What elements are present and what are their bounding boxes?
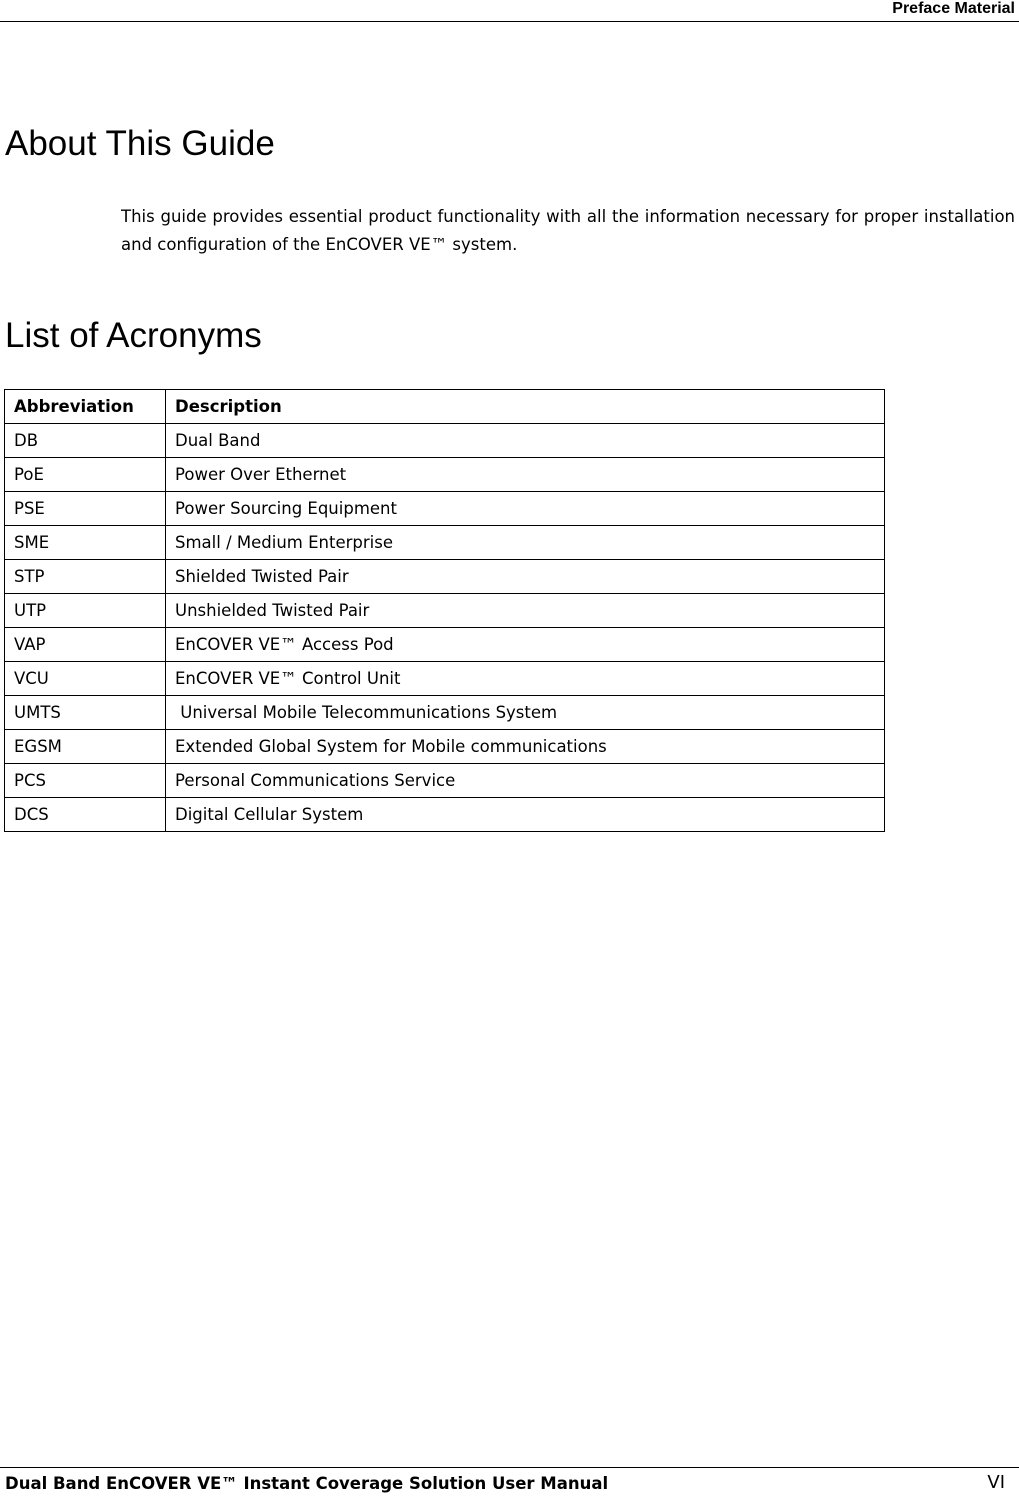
section-title-about: About This Guide (5, 124, 275, 163)
table-row (5, 594, 885, 628)
abbreviation-cell: DB (5, 424, 166, 458)
description-cell: Small / Medium Enterprise (166, 526, 885, 560)
abbreviation-cell: UMTS (5, 696, 166, 730)
abbreviation-cell: EGSM (5, 730, 166, 764)
table-row (5, 798, 885, 832)
abbreviation-cell: VCU (5, 662, 166, 696)
table-row (5, 458, 885, 492)
description-cell: Digital Cellular System (166, 798, 885, 832)
table-row (5, 492, 885, 526)
description-cell: Dual Band (166, 424, 885, 458)
section-title-acronyms: List of Acronyms (5, 316, 262, 355)
table-row (5, 560, 885, 594)
about-paragraph: This guide provides essential product functionality with all the information necessary for proper installation and configuration of the EnCOVER VE™ system. (121, 207, 1015, 254)
abbreviation-cell: STP (5, 560, 166, 594)
table-row (5, 696, 885, 730)
table-row (5, 628, 885, 662)
footer-document-title: Dual Band EnCOVER VE™ Instant Coverage Solution User Manual (5, 1474, 609, 1493)
table-row (5, 662, 885, 696)
table-header-row (5, 390, 885, 424)
abbreviation-cell: UTP (5, 594, 166, 628)
abbreviation-cell: DCS (5, 798, 166, 832)
running-header: Preface Material (892, 0, 1015, 17)
abbreviation-cell: SME (5, 526, 166, 560)
abbreviation-cell: VAP (5, 628, 166, 662)
footer-divider (0, 1467, 1019, 1468)
table-row (5, 730, 885, 764)
abbreviation-cell: PSE (5, 492, 166, 526)
column-header-description: Description (166, 390, 885, 424)
description-cell: Shielded Twisted Pair (166, 560, 885, 594)
description-cell: Unshielded Twisted Pair (166, 594, 885, 628)
description-cell: Extended Global System for Mobile communications (166, 730, 885, 764)
page-number: VI (987, 1472, 1005, 1493)
abbreviation-cell: PCS (5, 764, 166, 798)
description-cell: Power Over Ethernet (166, 458, 885, 492)
abbreviation-cell: PoE (5, 458, 166, 492)
acronyms-table (4, 389, 885, 832)
description-cell: Universal Mobile Telecommunications System (166, 696, 885, 730)
table-row (5, 764, 885, 798)
description-cell: EnCOVER VE™ Control Unit (166, 662, 885, 696)
table-row (5, 424, 885, 458)
column-header-abbreviation: Abbreviation (5, 390, 166, 424)
table-row (5, 526, 885, 560)
description-cell: Personal Communications Service (166, 764, 885, 798)
description-cell: Power Sourcing Equipment (166, 492, 885, 526)
description-cell: EnCOVER VE™ Access Pod (166, 628, 885, 662)
header-divider (0, 21, 1019, 22)
